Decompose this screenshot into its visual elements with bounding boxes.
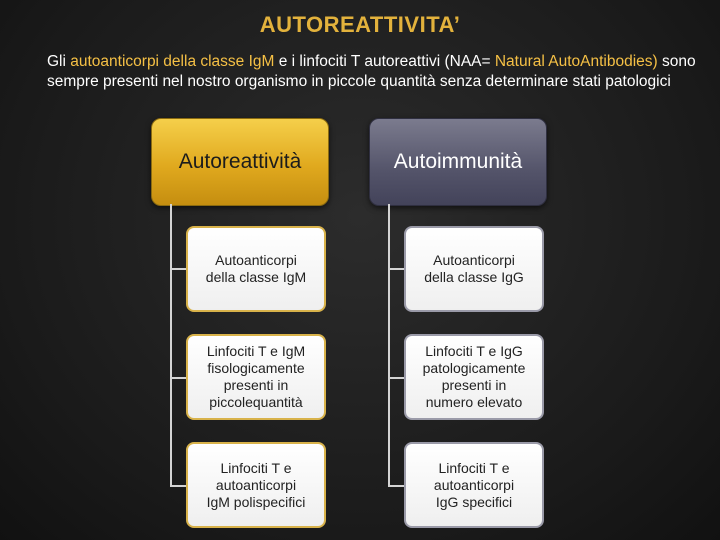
intro-part: e i linfociti T autoreattivi (NAA=: [274, 53, 495, 70]
autoreactivity-header: Autoreattività: [151, 118, 329, 206]
box-label: Autoanticorpi della classe IgG: [424, 252, 524, 285]
autoreactivity-item-igm-antibodies: [186, 226, 326, 312]
intro-highlight: autoanticorpi della classe IgM: [70, 53, 275, 70]
autoimmunity-header: Autoimmunità: [369, 118, 547, 206]
intro-part: sono sempre presenti nel nostro organismo in piccole quantità senza determinare stati patologici: [47, 53, 696, 90]
left-branch-connector: [170, 377, 186, 379]
box-label: Linfociti T e IgG patologicamente presenti in numero elevato: [422, 343, 526, 410]
autoreactivity-item-physiological-lymphocytes: [186, 334, 326, 420]
right-branch-connector: [388, 377, 404, 379]
autoimmunity-item-specific-igg: [404, 442, 544, 528]
autoimmunity-item-pathological-lymphocytes: [404, 334, 544, 420]
right-vertical-connector: [388, 204, 390, 486]
box-label: Linfociti T e autoanticorpi IgG specifici: [433, 459, 515, 510]
autoreactivity-item-polyspecific-igm: [186, 442, 326, 528]
intro-highlight: Antibodies): [580, 53, 658, 70]
intro-text: [47, 52, 697, 92]
left-branch-connector: [170, 485, 186, 487]
left-branch-connector: [170, 268, 186, 270]
autoimmunity-item-igg-antibodies: [404, 226, 544, 312]
right-branch-connector: [388, 485, 404, 487]
slide-title: AUTOREATTIVITA’: [259, 12, 461, 37]
left-vertical-connector: [170, 204, 172, 486]
intro-part: Gli: [47, 53, 71, 70]
intro-highlight: Auto: [548, 53, 581, 70]
box-label: Linfociti T e IgM fisologicamente presenti in piccolequantità: [206, 343, 306, 410]
intro-highlight: Natural: [494, 53, 545, 70]
right-branch-connector: [388, 268, 404, 270]
box-label: Linfociti T e autoanticorpi IgM polispecifici: [206, 459, 306, 510]
box-label: Autoanticorpi della classe IgM: [205, 252, 307, 285]
